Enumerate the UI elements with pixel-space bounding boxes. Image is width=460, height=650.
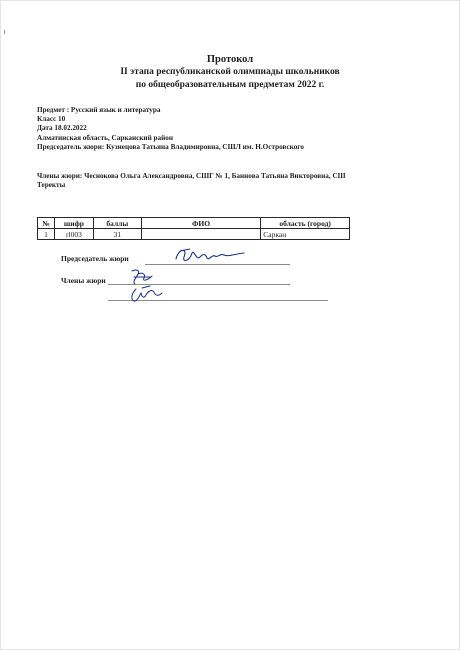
class-line: Класс 10: [37, 115, 66, 123]
subject-line: Предмет : Русский язык и литература: [37, 106, 161, 114]
column-header-code: шифр: [54, 218, 93, 229]
jury-chair-line: Председатель жюри: Кузнецова Татьяна Владимировна, СШЛ им. Н.Островского: [37, 143, 304, 151]
chair-signature-label: Председатель жюри: [61, 254, 129, 263]
results-table: [37, 217, 350, 240]
scan-mark: [4, 30, 5, 34]
region-line: Алматинская область, Сарканский район: [37, 134, 173, 142]
cell-name: [141, 229, 261, 240]
cell-region: Саркан: [261, 229, 350, 240]
chair-signature: [170, 245, 250, 267]
column-header-name: ФИО: [141, 218, 261, 229]
jury-members-line: Члены жюри: Чеснокова Ольга Александровна, СШГ № 1, Баннова Татьяна Викторовна, СШ Теректы: [37, 172, 346, 189]
cell-code: rl003: [54, 229, 93, 240]
document-title: Протокол: [206, 54, 254, 65]
table-header-row: [38, 218, 350, 229]
column-header-number: №: [38, 218, 55, 229]
member2-signature: [128, 285, 168, 305]
cell-score: 31: [93, 229, 141, 240]
date-line: Дата 18.02.2022: [37, 124, 87, 132]
cell-number: 1: [38, 229, 55, 240]
document-subtitle-line1: II этапа республиканской олимпиады школьников: [120, 67, 340, 77]
column-header-score: баллы: [93, 218, 141, 229]
members-signature-label: Члены жюри: [61, 276, 106, 285]
column-header-region: область (город): [261, 218, 350, 229]
document-subtitle-line2: по общеобразовательным предметам 2022 г.: [135, 80, 325, 90]
table-row: [38, 229, 350, 240]
